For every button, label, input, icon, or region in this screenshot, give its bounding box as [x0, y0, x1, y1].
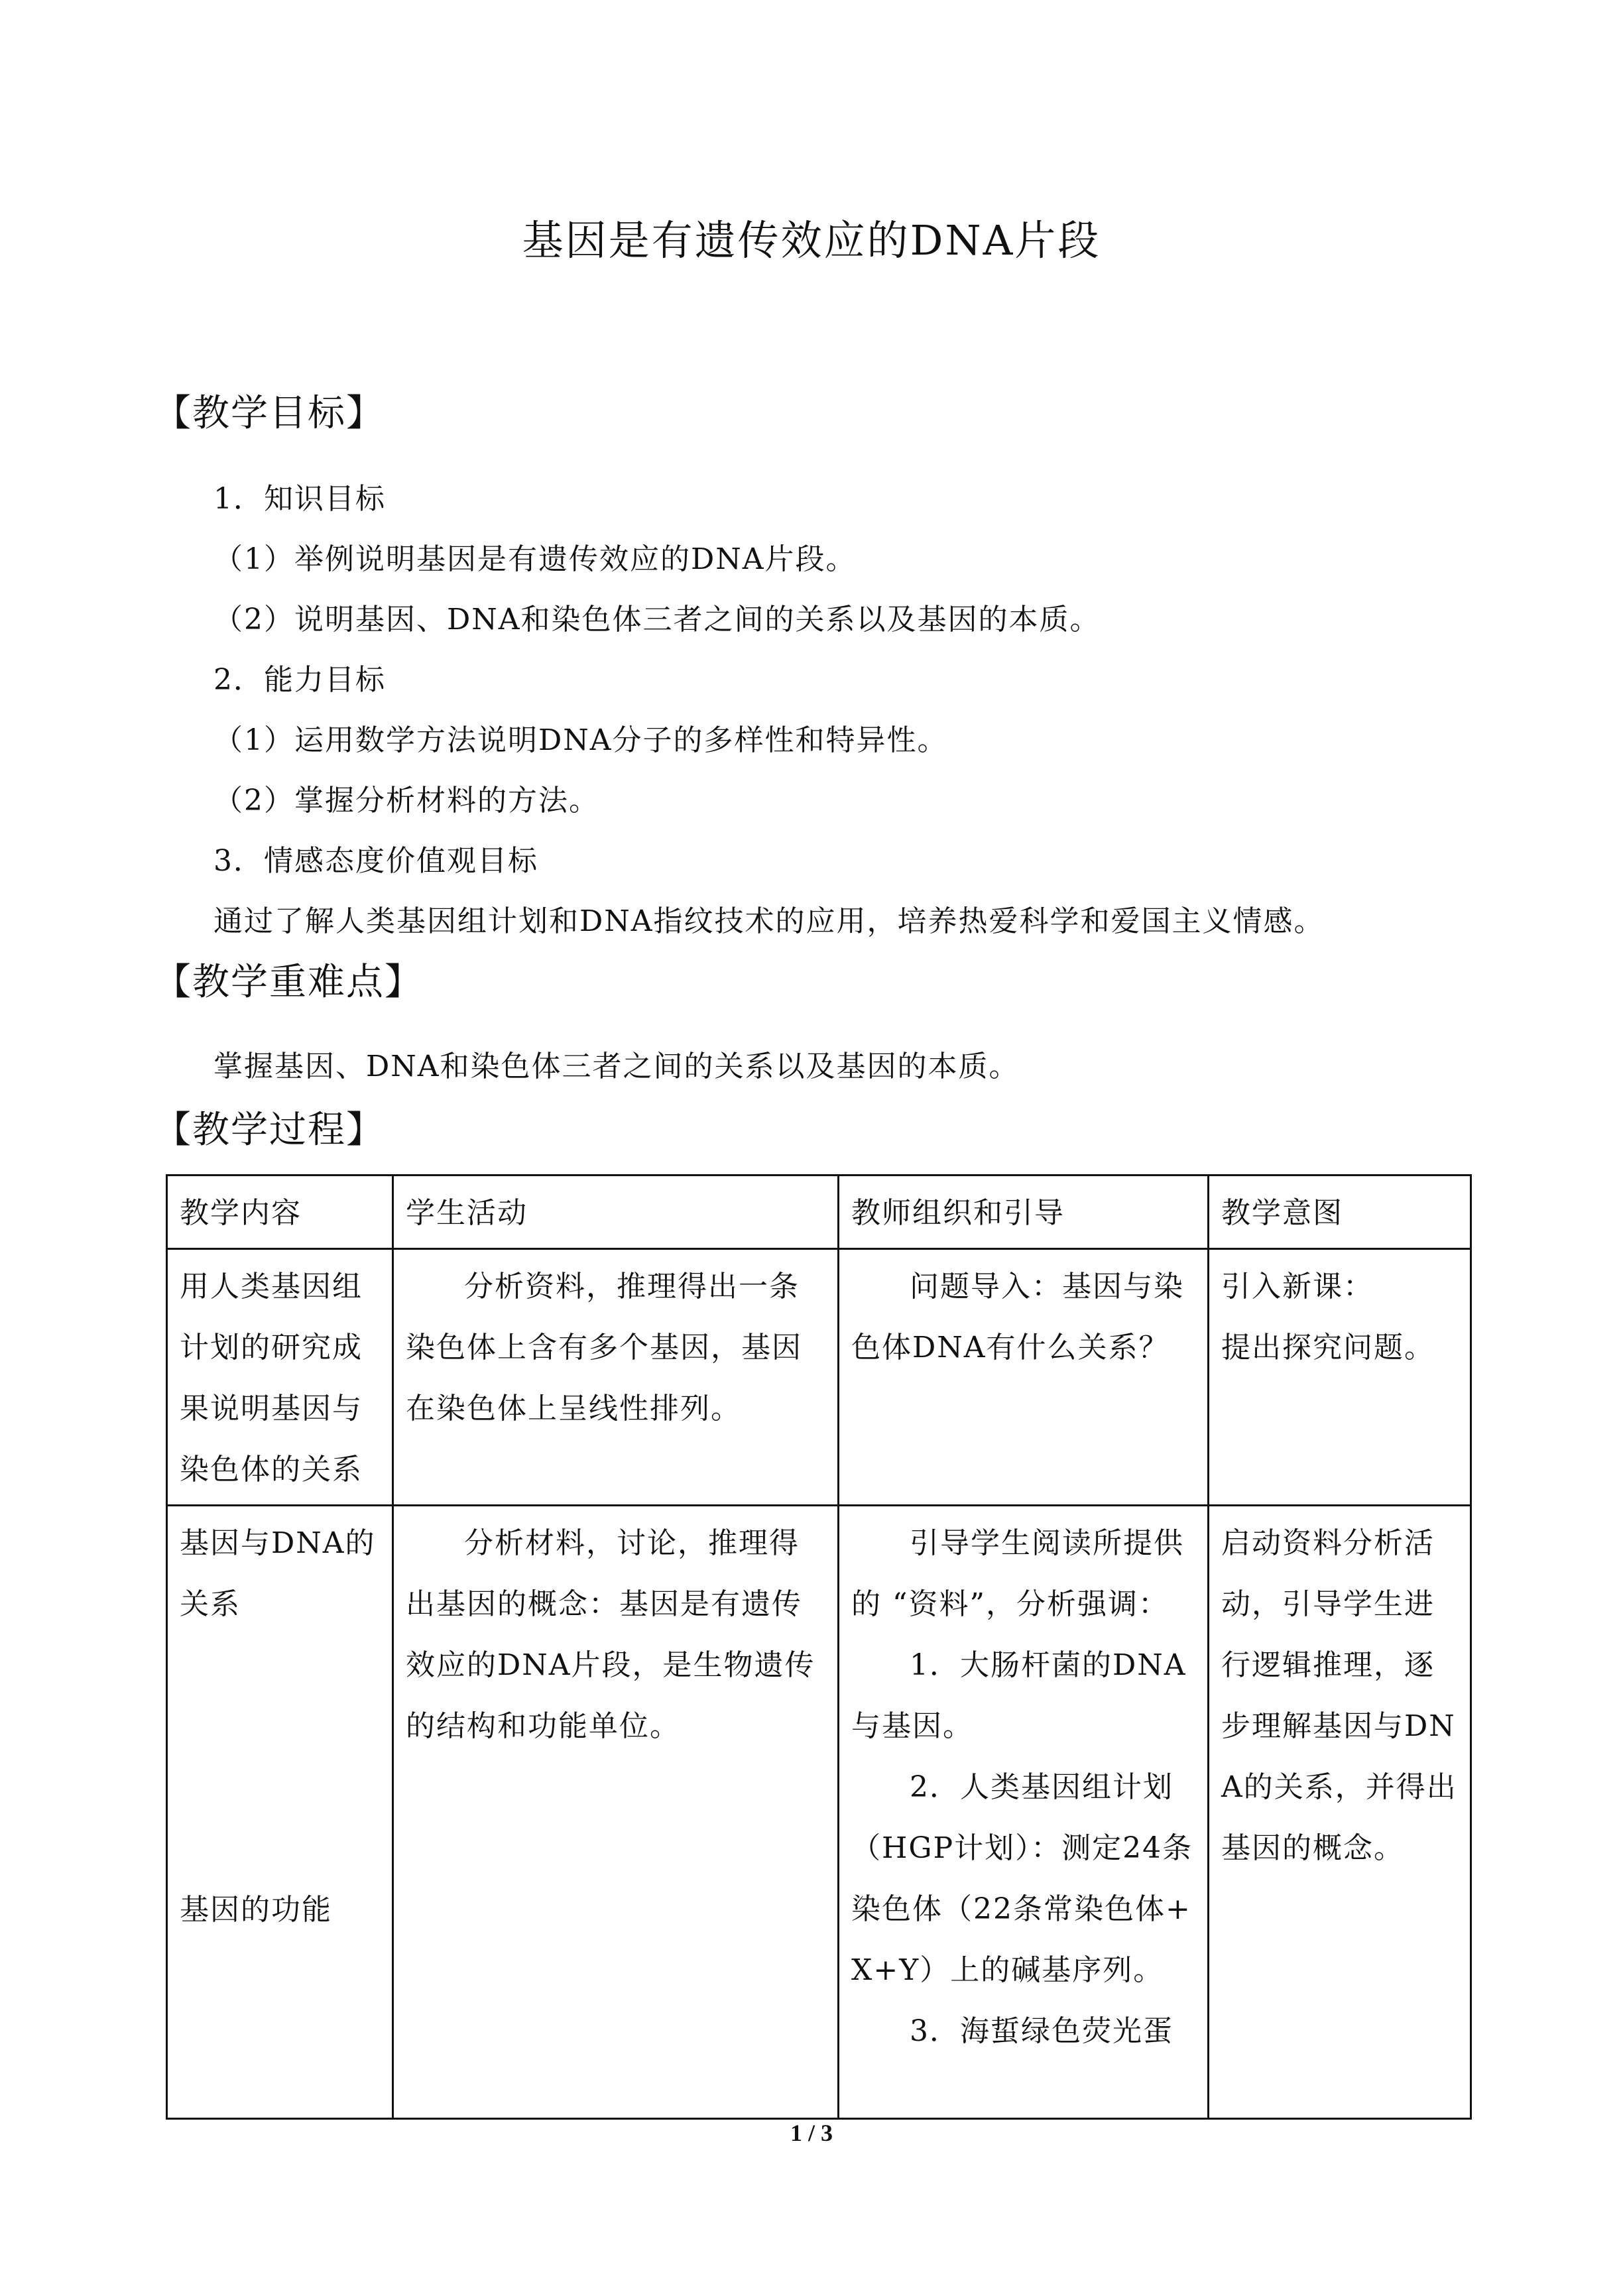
row2-content-gene-function: 基因的功能: [180, 1893, 332, 1927]
table-row: [167, 1249, 1471, 1506]
row2-teacher-item1: 1．大肠杆菌的DNA与基因。: [851, 1648, 1187, 1743]
emotion-objective-title: 3．情感态度价值观目标: [213, 844, 538, 878]
ability-objective-title: 2．能力目标: [213, 663, 386, 697]
row1-student-activity: 分析资料，推理得出一条染色体上含有多个基因，基因在染色体上呈线性排列。: [393, 1249, 839, 1506]
row1-intent-line2: 提出探究问题。: [1221, 1331, 1435, 1364]
table-row: [167, 1506, 1471, 2119]
ability-objective-1: （1）运用数学方法说明DNA分子的多样性和特异性。: [213, 723, 948, 757]
document-title: 基因是有遗传效应的DNA片段: [522, 216, 1101, 265]
row2-teacher-guidance: [839, 1506, 1209, 2119]
key-points-text: 掌握基因、DNA和染色体三者之间的关系以及基因的本质。: [213, 1050, 1020, 1083]
objectives-heading: 【教学目标】: [154, 392, 385, 435]
row2-teacher-intro: 引导学生阅读所提供的 “资料”，分析强调：: [851, 1526, 1184, 1621]
page-number: 1 / 3: [790, 2120, 833, 2146]
header-teacher-guidance: 教师组织和引导: [839, 1176, 1209, 1249]
row1-intent: [1209, 1249, 1471, 1506]
row2-content-dna-relation: 基因与DNA的关系: [180, 1526, 376, 1621]
key-points-heading: 【教学重难点】: [154, 961, 423, 1004]
knowledge-objective-2: （2）说明基因、DNA和染色体三者之间的关系以及基因的本质。: [213, 603, 1101, 636]
row2-content: [167, 1506, 393, 2119]
row1-content: 用人类基因组计划的研究成果说明基因与染色体的关系: [167, 1249, 393, 1506]
teaching-process-table: [166, 1174, 1472, 2120]
emotion-objective-text: 通过了解人类基因组计划和DNA指纹技术的应用，培养热爱科学和爱国主义情感。: [213, 904, 1325, 938]
row1-intent-line1: 引入新课：: [1221, 1270, 1374, 1303]
process-heading: 【教学过程】: [154, 1109, 385, 1152]
row2-teacher-item2: 2．人类基因组计划（HGP计划）：测定24条染色体（22条常染色体+X+Y）上的碱基序列。: [851, 1770, 1193, 1987]
knowledge-objective-1: （1）举例说明基因是有遗传效应的DNA片段。: [213, 542, 857, 576]
header-intent: 教学意图: [1209, 1176, 1471, 1249]
header-content: 教学内容: [167, 1176, 393, 1249]
knowledge-objective-title: 1．知识目标: [213, 482, 386, 516]
ability-objective-2: （2）掌握分析材料的方法。: [213, 784, 599, 817]
row1-teacher-guidance: 问题导入：基因与染色体DNA有什么关系？: [839, 1249, 1209, 1506]
row2-intent: 启动资料分析活动，引导学生进行逻辑推理，逐步理解基因与DNA的关系，并得出基因的概念。: [1209, 1506, 1471, 2119]
row2-teacher-item3: 3．海蜇绿色荧光蛋: [910, 2014, 1173, 2048]
table-header-row: [167, 1176, 1471, 1249]
header-student-activity: 学生活动: [393, 1176, 839, 1249]
row2-student-activity: 分析材料，讨论，推理得出基因的概念：基因是有遗传效应的DNA片段，是生物遗传的结构和功能单位。: [393, 1506, 839, 2119]
